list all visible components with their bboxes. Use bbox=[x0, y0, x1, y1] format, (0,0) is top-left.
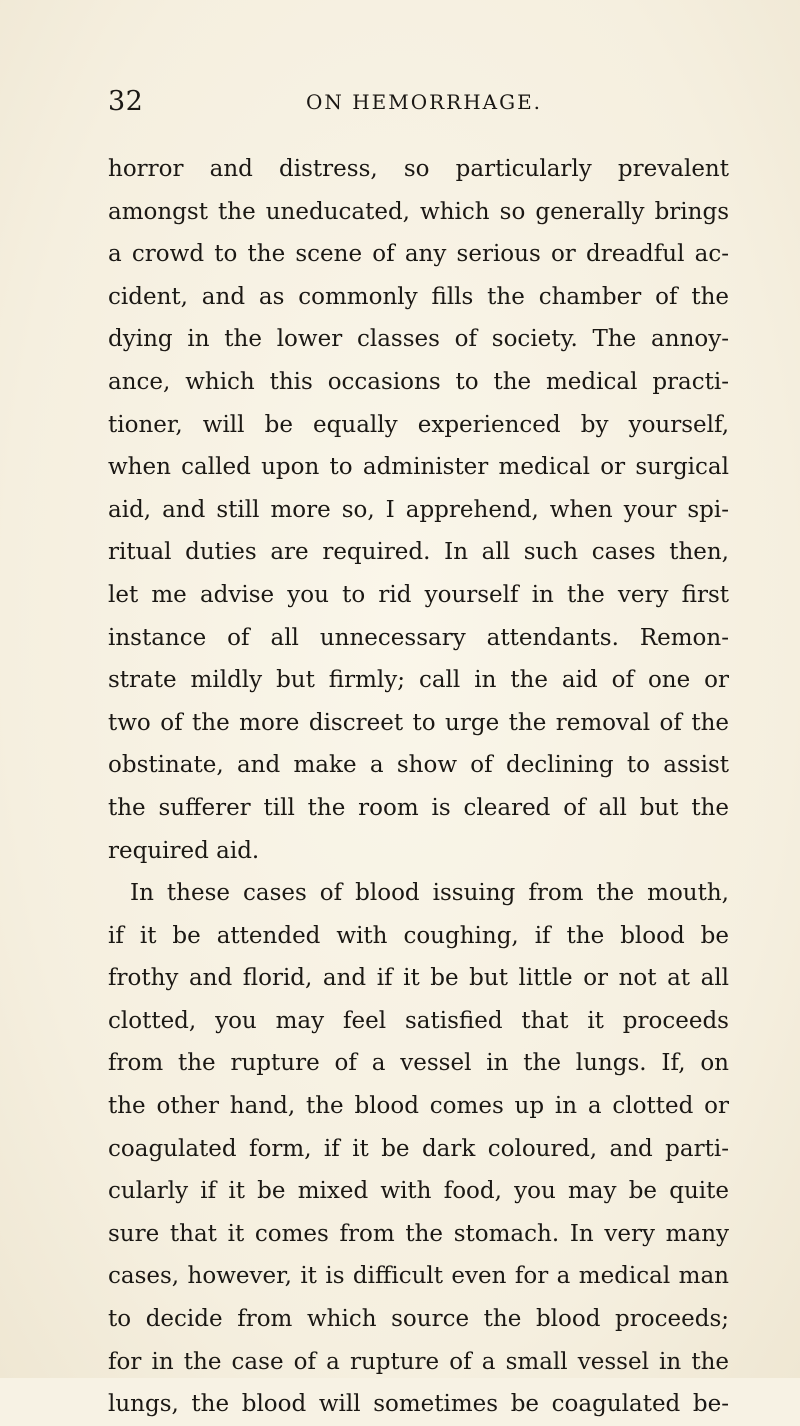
text-line: frothy and florid, and if it be but little or not at all bbox=[108, 965, 729, 992]
text-line-paragraph-start: In these cases of blood issuing from the mouth, bbox=[130, 880, 729, 907]
text-line: sure that it comes from the stomach. In very many bbox=[108, 1220, 729, 1247]
text-line: two of the more discreet to urge the removal of the bbox=[108, 709, 729, 736]
text-line: when called upon to administer medical or surgical bbox=[108, 454, 729, 481]
text-line: amongst the uneducated, which so generally brings bbox=[108, 198, 729, 225]
text-line: cularly if it be mixed with food, you may be quite bbox=[108, 1178, 729, 1205]
text-line: dying in the lower classes of society. The annoy- bbox=[108, 326, 729, 353]
page-number: 32 bbox=[108, 86, 144, 117]
text-line: horror and distress, so particularly prevalent bbox=[108, 156, 729, 182]
running-title: ON HEMORRHAGE. bbox=[305, 90, 543, 114]
text-line: a crowd to the scene of any serious or dreadful ac- bbox=[108, 241, 729, 268]
text-line: for in the case of a rupture of a small vessel in the bbox=[108, 1348, 729, 1375]
body-text bbox=[108, 148, 729, 1426]
text-line-paragraph-end: required aid. bbox=[108, 837, 260, 864]
text-line: cases, however, it is difficult even for a medical man bbox=[108, 1263, 729, 1290]
text-line: clotted, you may feel satisfied that it proceeds bbox=[108, 1007, 729, 1034]
text-line: strate mildly but firmly; call in the aid of one or bbox=[108, 667, 729, 694]
text-line: obstinate, and make a show of declining to assist bbox=[108, 752, 729, 779]
text-line: coagulated form, if it be dark coloured, and parti- bbox=[108, 1135, 729, 1162]
text-line: tioner, will be equally experienced by yourself, bbox=[108, 411, 729, 438]
running-head bbox=[108, 86, 728, 122]
text-line: let me advise you to rid yourself in the very first bbox=[108, 581, 729, 608]
text-line: from the rupture of a vessel in the lungs. If, on bbox=[108, 1050, 729, 1077]
text-line: lungs, the blood will sometimes be coagulated be- bbox=[108, 1391, 729, 1418]
text-line: to decide from which source the blood proceeds; bbox=[108, 1306, 729, 1333]
text-line: aid, and still more so, I apprehend, when your spi- bbox=[108, 496, 729, 523]
text-line: cident, and as commonly fills the chamber of the bbox=[108, 283, 729, 310]
text-line: instance of all unnecessary attendants. Remon- bbox=[108, 624, 729, 651]
text-line: if it be attended with coughing, if the blood be bbox=[108, 922, 729, 949]
text-line: ritual duties are required. In all such cases then, bbox=[108, 539, 729, 566]
text-line: the sufferer till the room is cleared of all but the bbox=[108, 794, 729, 821]
text-line: ance, which this occasions to the medical practi- bbox=[108, 368, 729, 395]
text-line: the other hand, the blood comes up in a clotted or bbox=[108, 1093, 729, 1120]
